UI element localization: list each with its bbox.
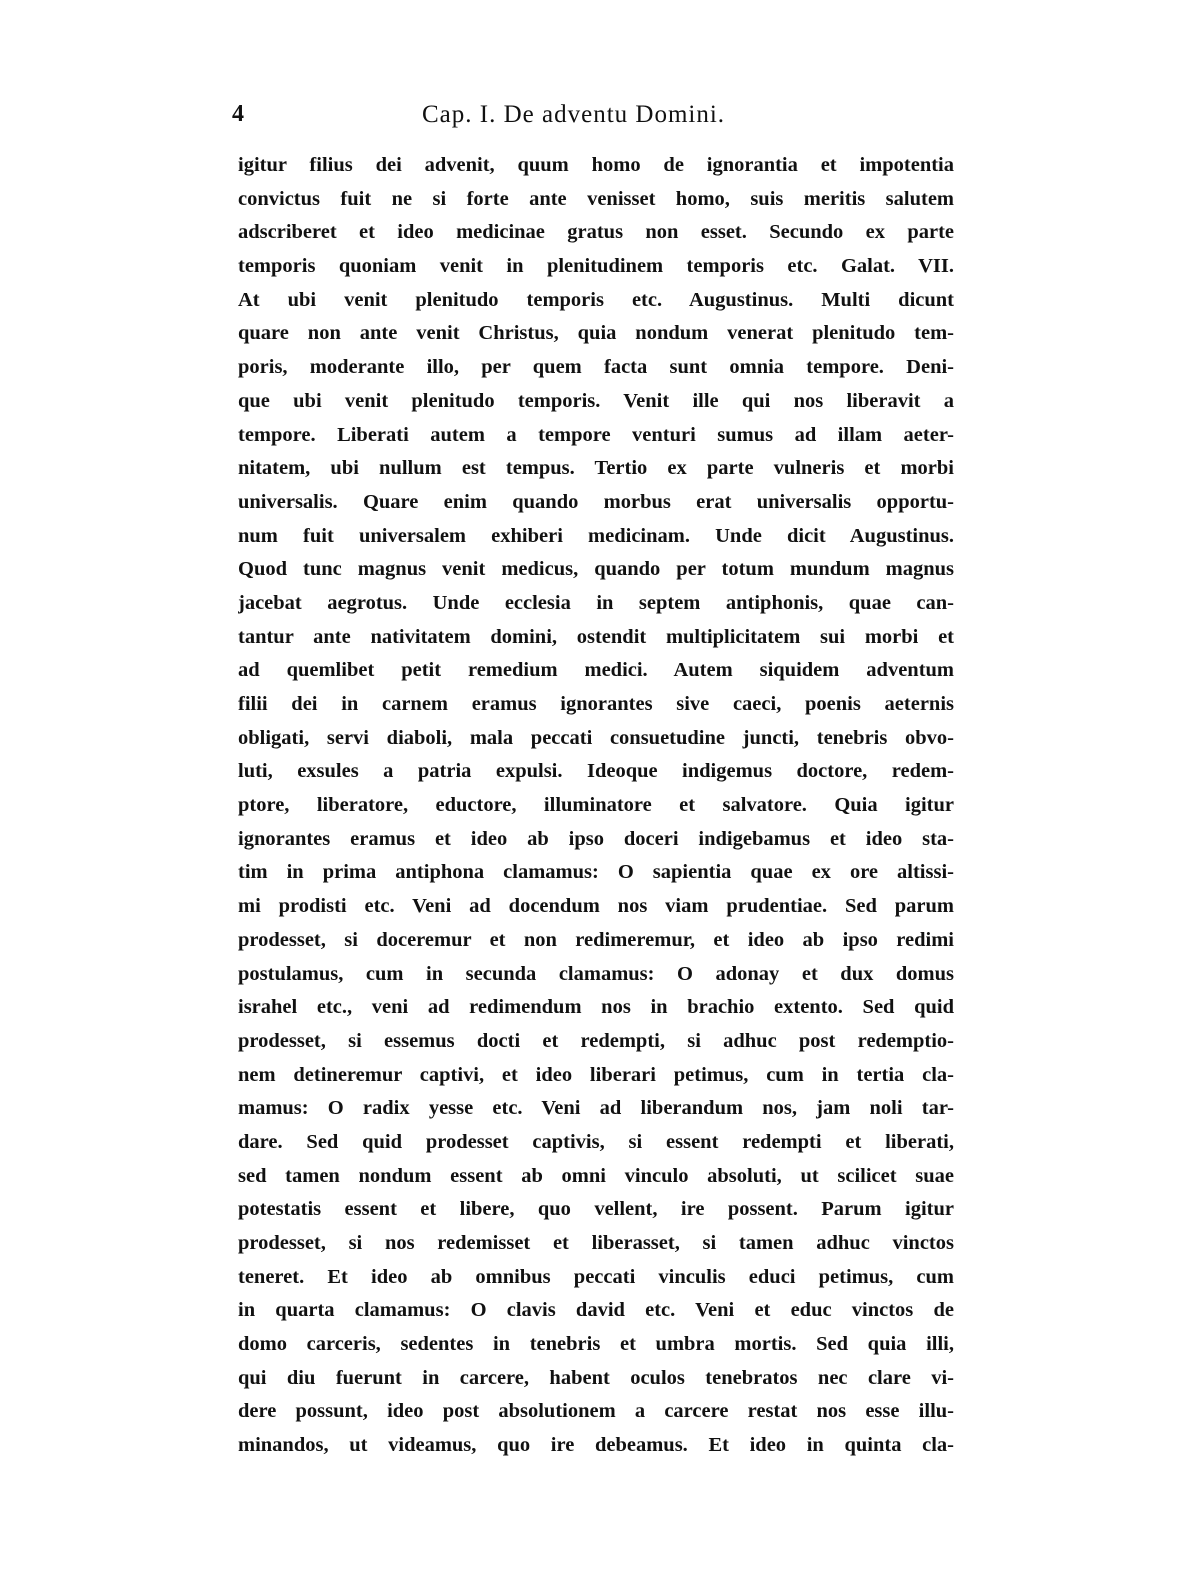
text-line: nem detineremur captivi, et ideo liberari petimus, cum in tertia cla- [238,1063,954,1086]
text-line: sed tamen nondum essent ab omni vinculo absoluti, ut scilicet suae [238,1164,954,1187]
text-line: israhel etc., veni ad redimendum nos in brachio extento. Sed quid [238,996,954,1019]
text-line: jacebat aegrotus. Unde ecclesia in septem antiphonis, quae can- [238,591,954,614]
text-line: tempore. Liberati autem a tempore venturi sumus ad illam aeter- [238,423,954,446]
text-line: igitur filius dei advenit, quum homo de ignorantia et impotentia [238,154,954,176]
text-line: ad quemlibet petit remedium medici. Autem siquidem adventum [238,659,954,682]
text-line: Quod tunc magnus venit medicus, quando per totum mundum magnus [238,558,954,581]
text-line: minandos, ut videamus, quo ire debeamus. Et ideo in quinta cla- [238,1434,954,1457]
text-line: qui diu fuerunt in carcere, habent oculos tenebratos nec clare vi- [238,1366,954,1389]
text-line: ignorantes eramus et ideo ab ipso doceri indigebamus et ideo sta- [238,827,954,850]
text-line: temporis quoniam venit in plenitudinem temporis etc. Galat. VII. [238,255,954,278]
text-line: mi prodisti etc. Veni ad docendum nos viam prudentiae. Sed parum [238,895,954,918]
text-line: quare non ante venit Christus, quia nondum venerat plenitudo tem- [238,322,954,345]
text-line: tantur ante nativitatem domini, ostendit multiplicitatem sui morbi et [238,625,954,648]
text-line: domo carceris, sedentes in tenebris et umbra mortis. Sed quia illi, [238,1333,954,1356]
text-line: prodesset, si doceremur et non redimeremur, et ideo ab ipso redimi [238,928,954,951]
text-line: tim in prima antiphona clamamus: O sapientia quae ex ore altissi- [238,861,954,884]
text-line: prodesset, si essemus docti et redempti, si adhuc post redemptio- [238,1029,954,1052]
text-line: adscriberet et ideo medicinae gratus non esset. Secundo ex parte [238,221,954,244]
running-head [232,97,962,137]
text-line: obligati, servi diaboli, mala peccati consuetudine juncti, tenebris obvo- [238,726,954,749]
chapter-title: Cap. I. De adventu Domini. [422,101,726,128]
text-line: At ubi venit plenitudo temporis etc. Augustinus. Multi dicunt [238,288,954,311]
text-line: poris, moderante illo, per quem facta sunt omnia tempore. Deni- [238,356,954,379]
page-number: 4 [232,101,245,127]
text-line: dere possunt, ideo post absolutionem a carcere restat nos esse illu- [238,1400,954,1423]
text-line: potestatis essent et libere, quo vellent, ire possent. Parum igitur [238,1198,954,1221]
text-line: luti, exsules a patria expulsi. Ideoque indigemus doctore, redem- [238,760,954,783]
text-line: teneret. Et ideo ab omnibus peccati vinculis educi petimus, cum [238,1265,954,1288]
text-line: dare. Sed quid prodesset captivis, si essent redempti et liberati, [238,1130,954,1153]
text-line: nitatem, ubi nullum est tempus. Tertio ex parte vulneris et morbi [238,457,954,480]
body-text [238,149,954,1463]
text-line: universalis. Quare enim quando morbus erat universalis opportu- [238,490,954,513]
text-line: postulamus, cum in secunda clamamus: O adonay et dux domus [238,962,954,985]
text-line: in quarta clamamus: O clavis david etc. Veni et educ vinctos de [238,1299,954,1322]
text-line: prodesset, si nos redemisset et liberasset, si tamen adhuc vinctos [238,1232,954,1254]
text-line: mamus: O radix yesse etc. Veni ad liberandum nos, jam noli tar- [238,1097,954,1120]
text-line: num fuit universalem exhiberi medicinam. Unde dicit Augustinus. [238,524,954,547]
text-line: convictus fuit ne si forte ante venisset homo, suis meritis salutem [238,187,954,210]
text-line: que ubi venit plenitudo temporis. Venit ille qui nos liberavit a [238,389,954,412]
text-line: filii dei in carnem eramus ignorantes sive caeci, poenis aeternis [238,693,954,715]
text-line: ptore, liberatore, eductore, illuminatore et salvatore. Quia igitur [238,794,954,817]
